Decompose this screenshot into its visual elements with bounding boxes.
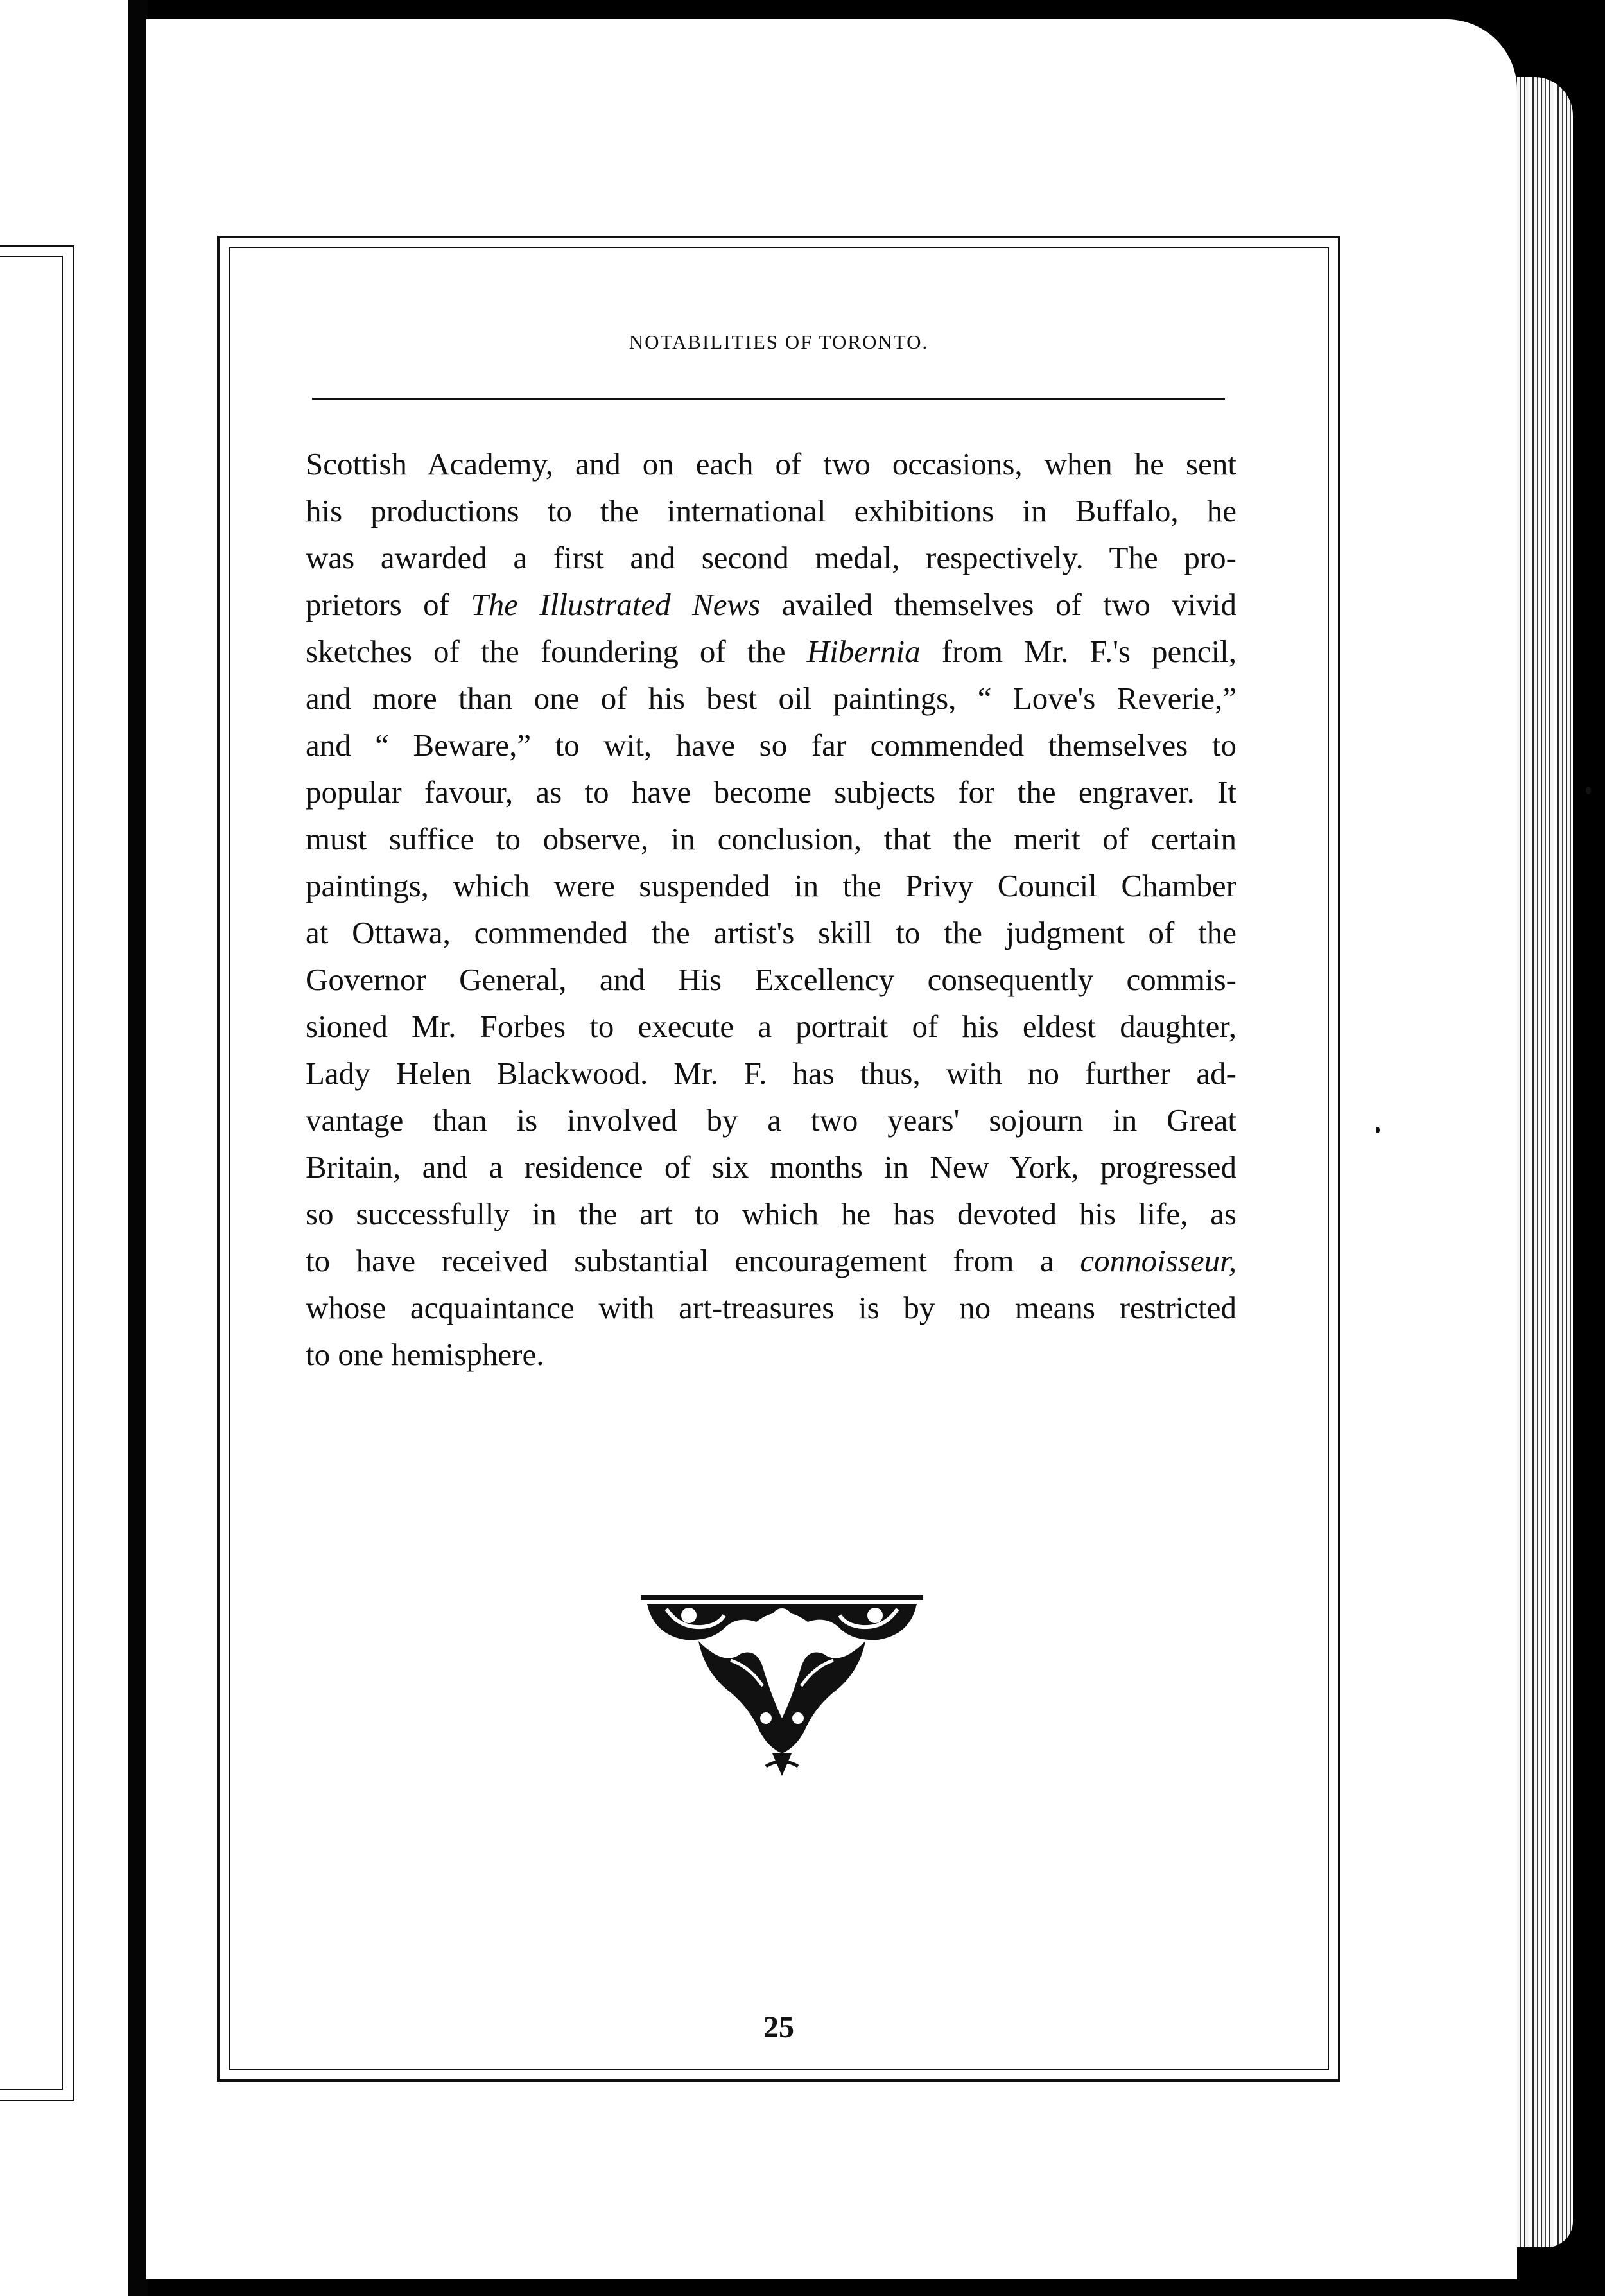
text-run: to have received substantial encouragement from a [306,1243,1080,1278]
italic-text: The Illustrated News [471,587,761,622]
text-line [306,1190,1236,1237]
text-run: to one hemisphere. [306,1337,544,1372]
text-run: was awarded a first and second medal, respectively. The pro- [306,540,1236,575]
text-run: whose acquaintance with art-treasures is by no means restricted [306,1290,1236,1325]
previous-page-frame-inner [0,256,63,2090]
text-run: his productions to the international exhibitions in Buffalo, he [306,493,1236,528]
text-run: Governor General, and His Excellency consequently commis- [306,962,1236,997]
text-line [306,769,1236,815]
text-run: prietors of [306,587,471,622]
previous-page-edge [0,0,135,2296]
text-run: popular favour, as to have become subjects for the engraver. It [306,774,1236,810]
text-run: vantage than is involved by a two years' sojourn in Great [306,1102,1236,1138]
text-run: paintings, which were suspended in the Privy Council Chamber [306,868,1236,903]
italic-text: connoisseur, [1080,1243,1236,1278]
text-line [306,1097,1236,1144]
text-line [306,722,1236,769]
text-line [306,1003,1236,1050]
text-line [306,862,1236,909]
text-line [306,1144,1236,1190]
book-gutter [128,0,148,2296]
text-line [306,675,1236,722]
text-run: so successfully in the art to which he has devoted his life, as [306,1196,1236,1231]
text-line [306,1331,1236,1378]
text-line [306,815,1236,862]
header-rule [312,398,1225,400]
text-run: and “ Beware,” to wit, have so far commended themselves to [306,727,1236,763]
text-run: sketches of the foundering of the [306,634,807,669]
text-run: Scottish Academy, and on each of two occasions, when he sent [306,446,1236,482]
ornament-tailpiece-icon [628,1590,936,1782]
text-run: Britain, and a residence of six months in New York, progressed [306,1149,1236,1185]
body-text [306,440,1236,1378]
text-run: Lady Helen Blackwood. Mr. F. has thus, with no further ad- [306,1056,1236,1091]
text-line [306,534,1236,581]
text-line [306,487,1236,534]
text-line [306,956,1236,1003]
running-head: NOTABILITIES OF TORONTO. [629,331,929,353]
text-run: from Mr. F.'s pencil, [920,634,1236,669]
text-line [306,909,1236,956]
text-line [306,1284,1236,1331]
text-line [306,1050,1236,1097]
text-run: availed themselves of two vivid [760,587,1237,622]
scan-speck [1586,787,1591,794]
italic-text: Hibernia [806,634,921,669]
text-run: sioned Mr. Forbes to execute a portrait of his eldest daughter, [306,1009,1236,1044]
page-margin [1496,77,1515,2247]
text-line [306,1237,1236,1284]
text-run: at Ottawa, commended the artist's skill to the judgment of the [306,915,1236,950]
text-run: must suffice to observe, in conclusion, that the merit of certain [306,821,1236,857]
text-run: and more than one of his best oil paintings, “ Love's Reverie,” [306,681,1236,716]
page-number: 25 [763,2010,794,2044]
text-line [306,440,1236,487]
text-line [306,628,1236,675]
scan-speck [1376,1127,1380,1133]
text-line [306,581,1236,628]
